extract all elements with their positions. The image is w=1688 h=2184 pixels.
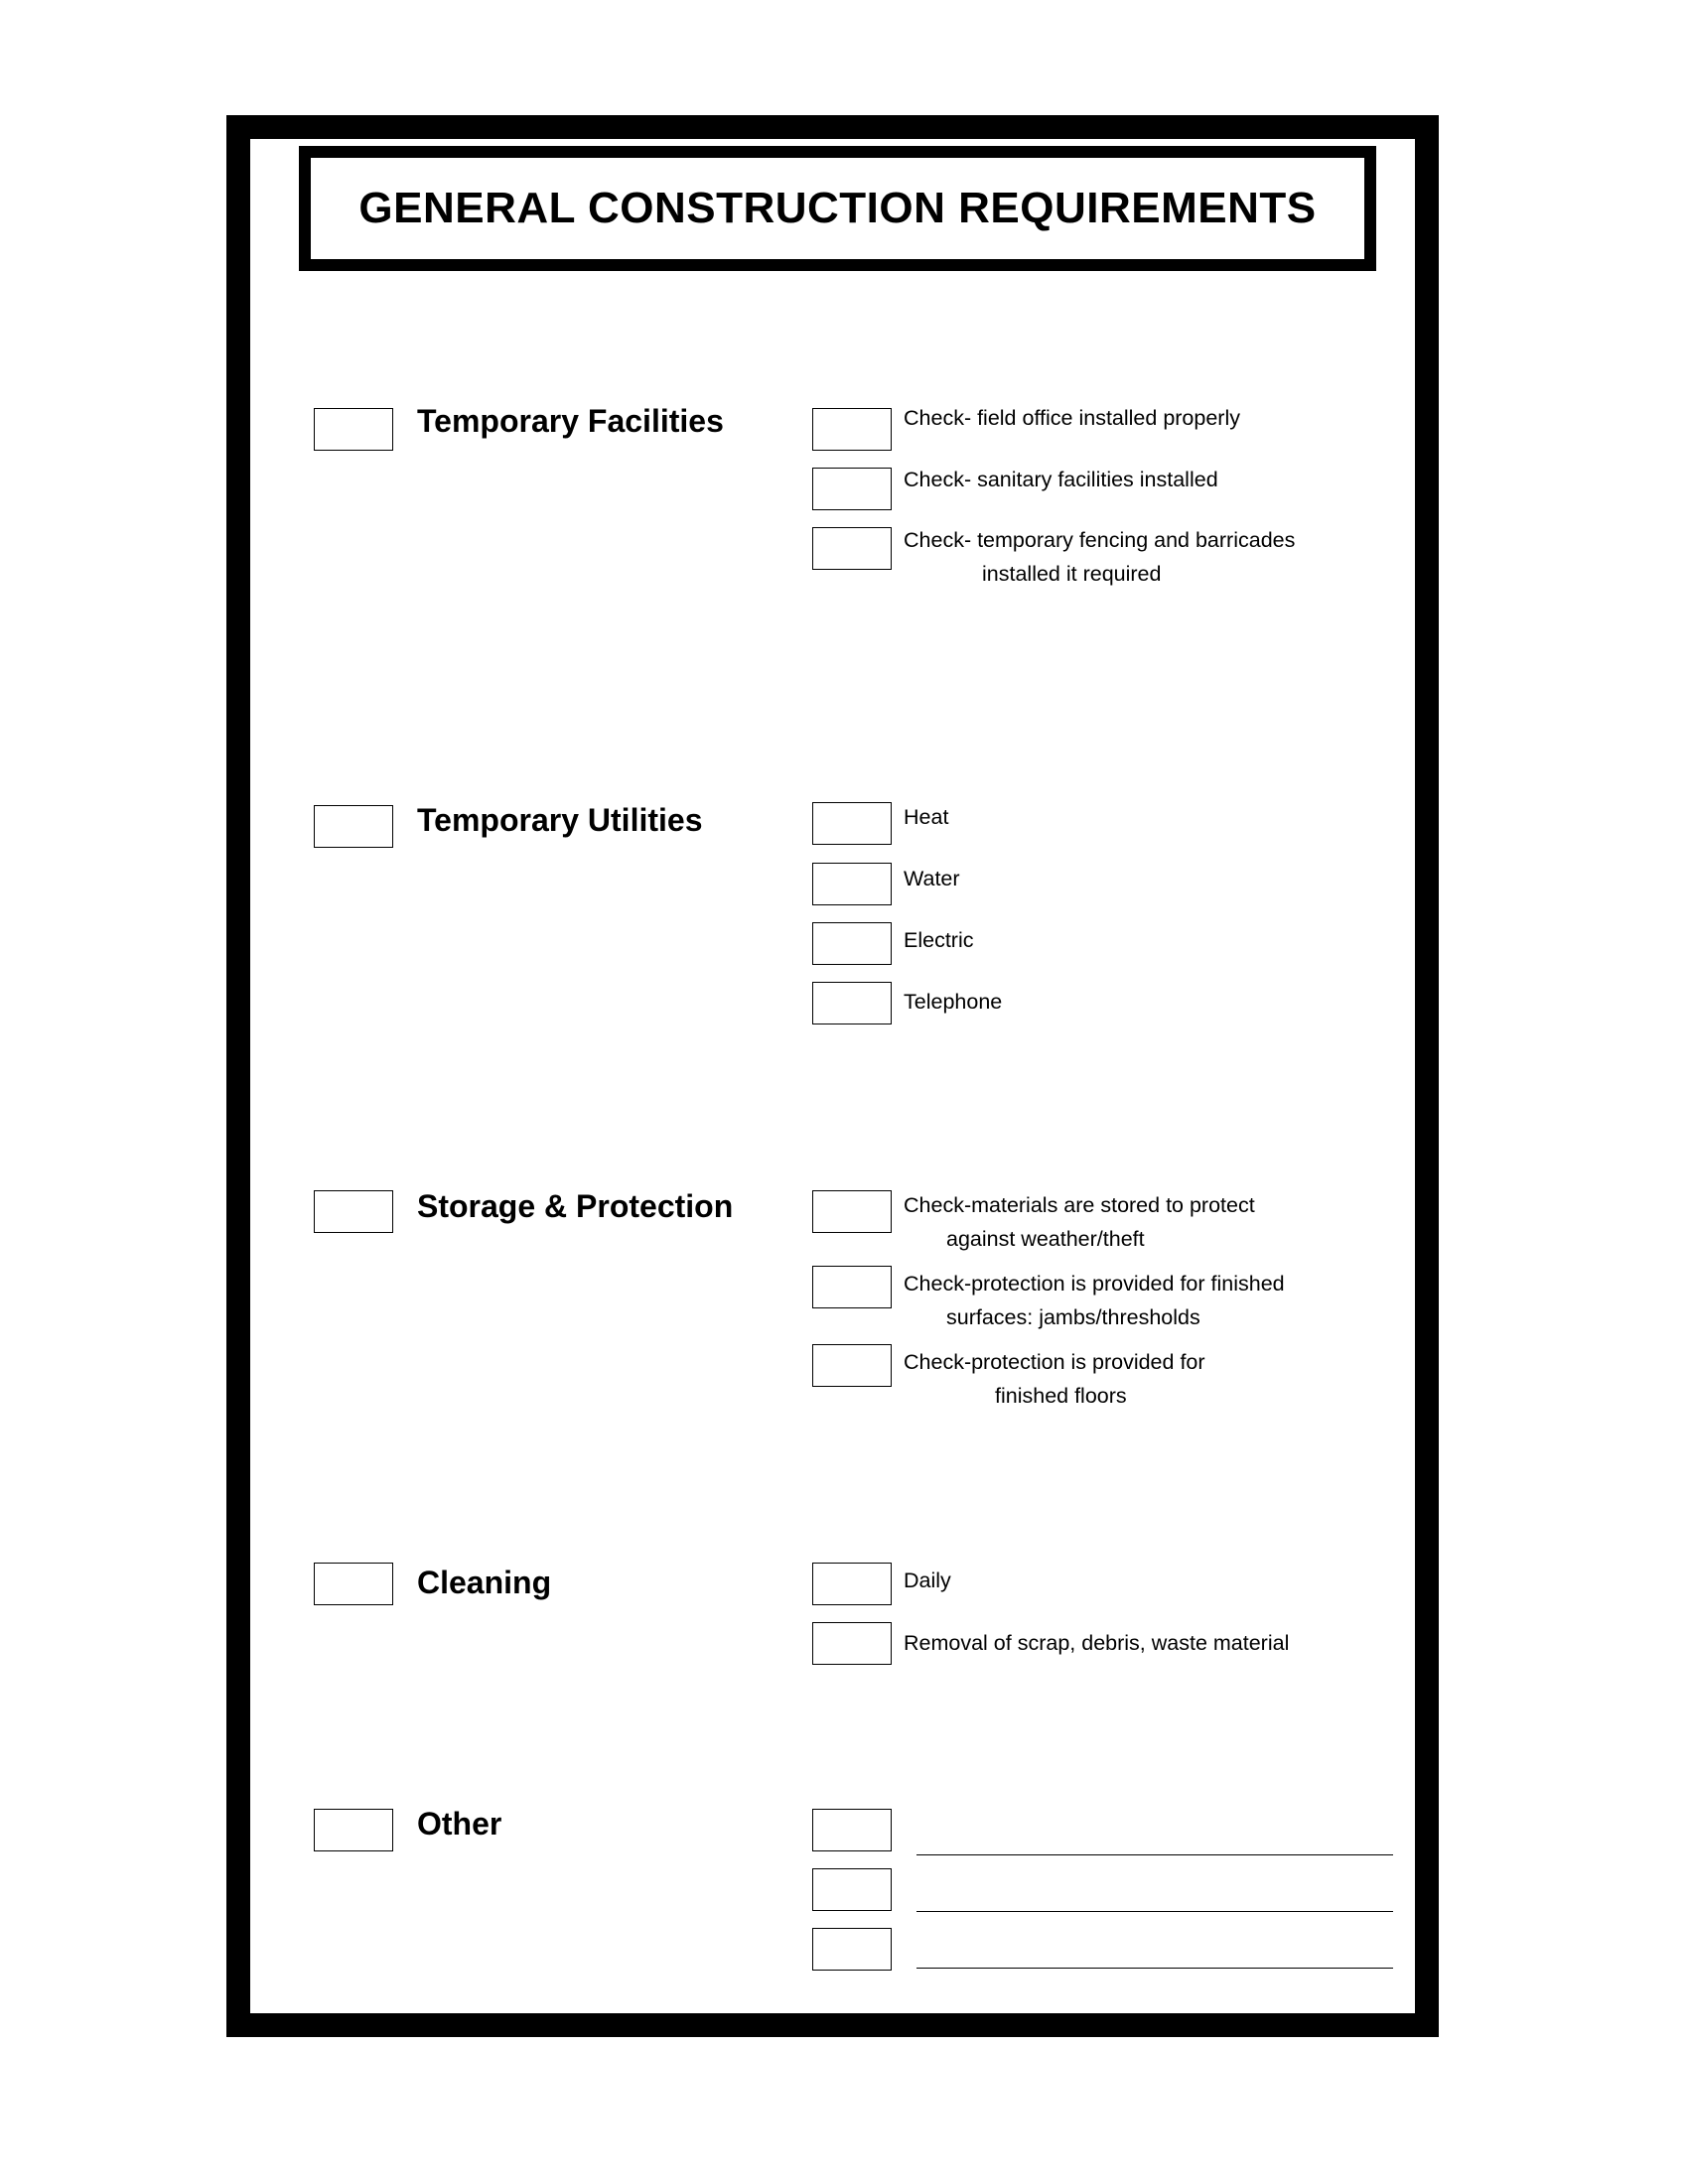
section-checkbox-other[interactable] — [314, 1809, 393, 1851]
blank-fill-line[interactable] — [916, 1911, 1393, 1912]
item-checkbox[interactable] — [812, 922, 892, 965]
blank-fill-line[interactable] — [916, 1854, 1393, 1855]
item-label: Telephone — [904, 990, 1003, 1014]
section-title-other: Other — [417, 1806, 502, 1842]
item-label: Check- sanitary facilities installed — [904, 468, 1218, 491]
item-checkbox[interactable] — [812, 1563, 892, 1605]
item-checkbox[interactable] — [812, 1190, 892, 1233]
item-checkbox[interactable] — [812, 982, 892, 1024]
item-label: Heat — [904, 805, 949, 829]
section-title-temporary-utilities: Temporary Utilities — [417, 802, 703, 838]
section-checkbox-temporary-facilities[interactable] — [314, 408, 393, 451]
item-checkbox[interactable] — [812, 1928, 892, 1971]
item-label: Electric — [904, 928, 974, 952]
section-checkbox-storage-protection[interactable] — [314, 1190, 393, 1233]
item-label: Water — [904, 867, 960, 890]
item-checkbox[interactable] — [812, 863, 892, 905]
item-checkbox[interactable] — [812, 1868, 892, 1911]
item-label: Check- temporary fencing and barricades installed it required — [904, 528, 1296, 586]
item-label: Daily — [904, 1569, 951, 1592]
item-label: Check-protection is provided for finished floors — [904, 1350, 1205, 1408]
item-checkbox[interactable] — [812, 1809, 892, 1851]
item-label: Check- field office installed properly — [904, 406, 1240, 430]
item-checkbox[interactable] — [812, 408, 892, 451]
item-label: Removal of scrap, debris, waste material — [904, 1631, 1290, 1655]
page-title: GENERAL CONSTRUCTION REQUIREMENTS — [358, 184, 1317, 232]
item-checkbox[interactable] — [812, 1266, 892, 1308]
blank-fill-line[interactable] — [916, 1968, 1393, 1969]
item-checkbox[interactable] — [812, 1622, 892, 1665]
section-checkbox-cleaning[interactable] — [314, 1563, 393, 1605]
section-title-cleaning: Cleaning — [417, 1565, 552, 1600]
item-checkbox[interactable] — [812, 468, 892, 510]
section-title-temporary-facilities: Temporary Facilities — [417, 403, 724, 439]
item-label: Check-protection is provided for finished surfaces: jambs/thresholds — [904, 1272, 1285, 1329]
item-checkbox[interactable] — [812, 802, 892, 845]
section-title-storage-protection: Storage & Protection — [417, 1188, 734, 1224]
item-checkbox[interactable] — [812, 527, 892, 570]
section-checkbox-temporary-utilities[interactable] — [314, 805, 393, 848]
page-border — [226, 115, 1439, 2037]
item-label: Check-materials are stored to protect against weather/theft — [904, 1193, 1255, 1251]
title-box — [299, 146, 1376, 271]
item-checkbox[interactable] — [812, 1344, 892, 1387]
